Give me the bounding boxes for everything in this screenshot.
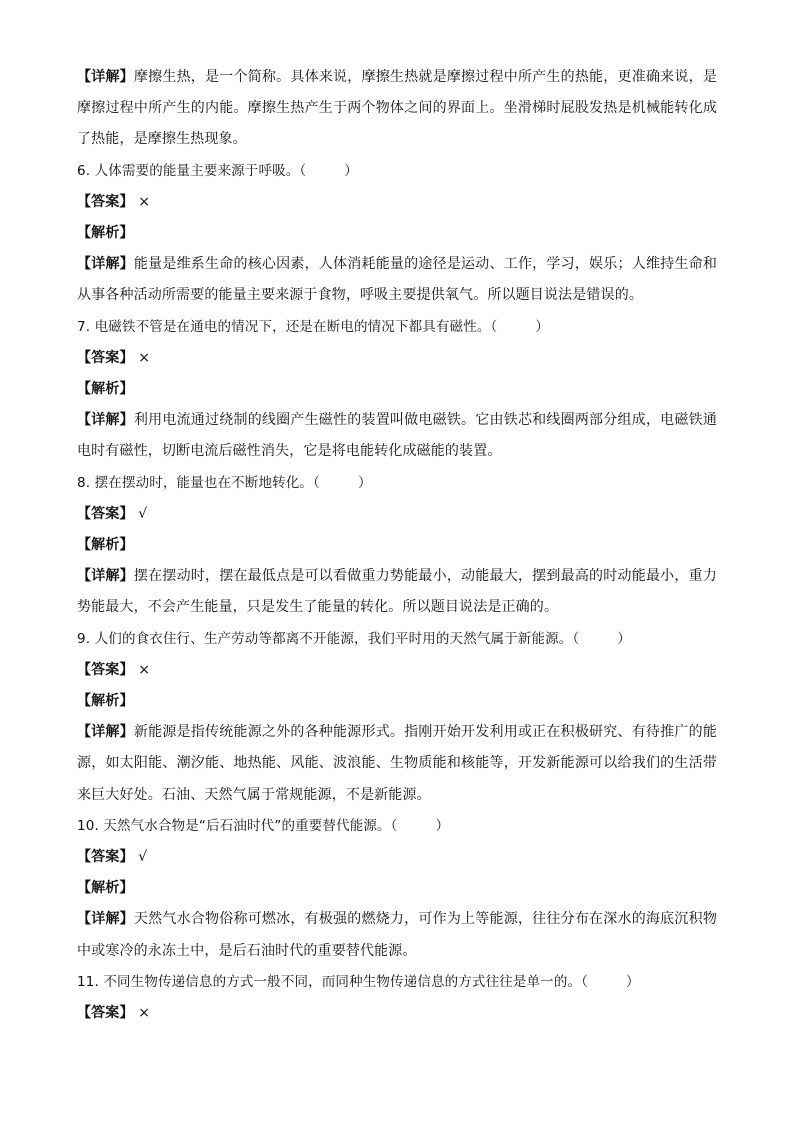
answer-text: × xyxy=(138,1005,151,1022)
analysis-label xyxy=(77,873,717,904)
answer-text: × xyxy=(138,661,151,678)
answer-tag: 【答案】 xyxy=(77,193,134,210)
detail-paragraph xyxy=(77,904,717,966)
analysis-tag: 【解析】 xyxy=(77,225,134,242)
analysis-label xyxy=(77,686,717,717)
answer-line xyxy=(77,998,717,1029)
detail-text: 摆在摆动时，摆在最低点是可以看做重力势能最小，动能最大，摆到最高的时动能最小，重力势能最大，不会产生能量，只是发生了能量的转化。所以题目说法是正确的。 xyxy=(77,568,717,616)
answer-tag: 【答案】 xyxy=(77,349,134,366)
detail-text: 能量是维系生命的核心因素，人体消耗能量的途径是运动、工作，学习，娱乐；人维持生命和从事各种活动所需要的能量主要来源于食物，呼吸主要提供氧气。所以题目说法是错误的。 xyxy=(77,256,717,304)
answer-text: × xyxy=(138,349,151,366)
detail-tag: 【详解】 xyxy=(77,256,134,273)
answer-text: √ xyxy=(138,849,148,866)
detail-text: 新能源是指传统能源之外的各种能源形式。指刚开始开发利用或正在积极研究、有待推广的能源，如太阳能、潮汐能、地热能、风能、波浪能、生物质能和核能等，开发新能源可以给我们的生活带来巨大好处。石油、天然气属于常规能源，不是新能源。 xyxy=(77,724,717,803)
question-list xyxy=(77,62,717,1029)
question-item xyxy=(77,811,717,842)
closing-paren: ） xyxy=(535,318,550,335)
analysis-tag: 【解析】 xyxy=(77,880,134,897)
question-text: 人们的食衣住行、生产劳动等都离不开能源，我们平时用的天然气属于新能源。（ xyxy=(94,630,580,647)
detail-paragraph xyxy=(77,405,717,467)
detail-tag: 【详解】 xyxy=(77,911,134,928)
detail-paragraph xyxy=(77,62,717,156)
question-number: 8. xyxy=(77,474,91,491)
closing-paren: ） xyxy=(435,817,450,834)
detail-text: 利用电流通过绕制的线圈产生磁性的装置叫做电磁铁。它由铁芯和线圈两部分组成，电磁铁通电时有磁性，切断电流后磁性消失，它是将电能转化成磁能的装置。 xyxy=(77,412,717,460)
question-item xyxy=(77,967,717,998)
answer-line xyxy=(77,499,717,530)
question-item xyxy=(77,312,717,343)
closing-paren: ） xyxy=(626,973,640,990)
answer-line xyxy=(77,842,717,873)
answer-line xyxy=(77,343,717,374)
detail-paragraph xyxy=(77,561,717,623)
closing-paren: ） xyxy=(357,474,372,491)
detail-tag: 【详解】 xyxy=(77,69,134,85)
analysis-label xyxy=(77,530,717,561)
answer-line xyxy=(77,655,717,686)
question-text: 摆在摆动时，能量也在不断地转化。（ xyxy=(94,474,320,491)
analysis-label xyxy=(77,374,717,405)
question-number: 7. xyxy=(77,318,91,335)
question-text: 人体需要的能量主要来源于呼吸。（ xyxy=(94,162,307,179)
answer-tag: 【答案】 xyxy=(77,661,134,678)
question-number: 6. xyxy=(77,162,91,179)
detail-paragraph xyxy=(77,717,717,811)
answer-text: √ xyxy=(138,505,148,522)
analysis-tag: 【解析】 xyxy=(77,537,134,554)
answer-tag: 【答案】 xyxy=(77,849,134,866)
answer-tag: 【答案】 xyxy=(77,505,134,522)
closing-paren: ） xyxy=(344,162,358,179)
closing-paren: ） xyxy=(617,630,631,647)
question-text: 电磁铁不管是在通电的情况下，还是在断电的情况下都具有磁性。（ xyxy=(94,318,498,335)
detail-text: 摩擦生热，是一个简称。具体来说，摩擦生热就是摩擦过程中所产生的热能，更准确来说，是摩擦过程中所产生的内能。摩擦生热产生于两个物体之间的界面上。坐滑梯时屁股发热是机械能转化成了热能，是摩擦生热现象。 xyxy=(77,69,717,148)
question-text: 天然气水合物是“后石油时代”的重要替代能源。（ xyxy=(103,817,398,834)
analysis-label xyxy=(77,218,717,249)
answer-line xyxy=(77,187,717,218)
analysis-tag: 【解析】 xyxy=(77,693,134,710)
answer-text: × xyxy=(138,193,151,210)
answer-tag: 【答案】 xyxy=(77,1005,134,1022)
question-number: 9. xyxy=(77,630,91,647)
question-text: 不同生物传递信息的方式一般不同，而同种生物传递信息的方式往往是单一的。（ xyxy=(103,973,589,990)
detail-tag: 【详解】 xyxy=(77,724,134,741)
question-item xyxy=(77,624,717,655)
question-number: 10. xyxy=(77,817,99,834)
detail-paragraph xyxy=(77,249,717,311)
question-item xyxy=(77,156,717,187)
analysis-tag: 【解析】 xyxy=(77,381,134,398)
question-number: 11. xyxy=(77,973,99,990)
detail-tag: 【详解】 xyxy=(77,568,134,585)
detail-text: 天然气水合物俗称可燃冰，有极强的燃烧力，可作为上等能源，往往分布在深水的海底沉积物中或寒冷的永冻土中，是后石油时代的重要替代能源。 xyxy=(77,911,717,959)
detail-tag: 【详解】 xyxy=(77,412,134,429)
question-item xyxy=(77,468,717,499)
